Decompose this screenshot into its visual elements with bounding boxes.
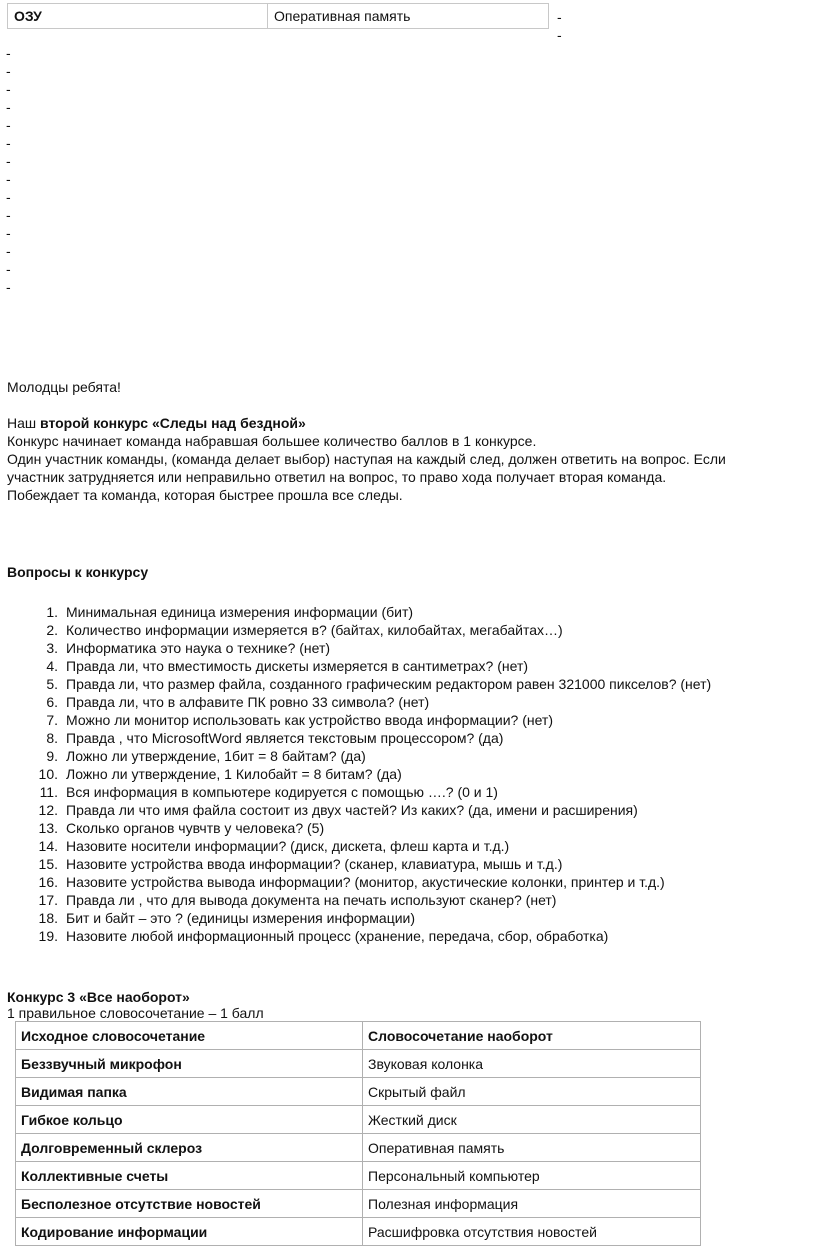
questions-heading-text: Вопросы к конкурсу (7, 564, 149, 580)
table-cell-term: ОЗУ (8, 4, 268, 29)
list-text: Правда ли, что в алфавите ПК ровно 33 символа? (нет) (66, 694, 430, 710)
table-cell-reverse: Полезная информация (363, 1190, 701, 1218)
list-text: Правда ли , что для вывода документа на печать используют сканер? (нет) (66, 892, 557, 908)
table-cell-reverse: Расшифровка отсутствия новостей (363, 1218, 701, 1246)
table-header-row (16, 1022, 701, 1050)
table-row (16, 1106, 701, 1134)
table-row (16, 1078, 701, 1106)
list-item (30, 693, 711, 711)
dash-mark: - (6, 207, 11, 223)
list-text: Ложно ли утверждение, 1 Килобайт = 8 битам? (да) (66, 766, 402, 782)
list-number: 3. (46, 640, 58, 656)
list-text: Назовите любой информационный процесс (хранение, передача, сбор, обработка) (66, 928, 609, 944)
list-item (30, 819, 711, 837)
table-cell-source: Коллективные счеты (16, 1162, 363, 1190)
list-item (30, 801, 711, 819)
table-cell-source: Долговременный склероз (16, 1134, 363, 1162)
praise-text: Молодцы ребята! (7, 379, 121, 395)
list-item (30, 855, 711, 873)
list-item (30, 675, 711, 693)
dash-mark: - (6, 153, 11, 169)
table-row (16, 1134, 701, 1162)
list-number: 17. (38, 892, 58, 908)
words-table (15, 1021, 701, 1246)
list-text: Ложно ли утверждение, 1бит = 8 байтам? (да) (66, 748, 366, 764)
list-number: 13. (38, 820, 58, 836)
list-number: 15. (38, 856, 58, 872)
list-number: 10. (38, 766, 58, 782)
list-text: Можно ли монитор использовать как устройство ввода информации? (нет) (66, 712, 553, 728)
table-row (16, 1050, 701, 1078)
list-number: 8. (46, 730, 58, 746)
list-number: 11. (39, 784, 58, 800)
dash-mark: - (557, 9, 562, 25)
list-text: Бит и байт – это ? (единицы измерения информации) (66, 910, 416, 926)
list-item (30, 711, 711, 729)
list-item (30, 621, 711, 639)
list-number: 4. (46, 658, 58, 674)
contest2-line: Один участник команды, (команда делает выбор) наступая на каждый след, должен ответить на вопрос. Если (7, 451, 726, 467)
list-item (30, 837, 711, 855)
list-item (30, 873, 711, 891)
contest3-note: 1 правильное словосочетание – 1 балл (7, 1005, 264, 1021)
table-cell-source: Беззвучный микрофон (16, 1050, 363, 1078)
contest3-title-text: Конкурс 3 «Все наоборот» (7, 989, 190, 1005)
list-number: 18. (38, 910, 58, 926)
list-item (30, 747, 711, 765)
table-cell-reverse: Звуковая колонка (363, 1050, 701, 1078)
list-text: Вся информация в компьютере кодируется с помощью ….? (0 и 1) (66, 784, 498, 800)
list-item (30, 657, 711, 675)
list-number: 12. (38, 802, 58, 818)
contest2-title: второй конкурс «Следы над бездной» (40, 415, 306, 431)
table-row (16, 1190, 701, 1218)
list-text: Количество информации измеряется в? (байтах, килобайтах, мегабайтах…) (66, 622, 563, 638)
table-cell-source: Видимая папка (16, 1078, 363, 1106)
list-number: 5. (46, 676, 58, 692)
list-number: 16. (38, 874, 58, 890)
list-text: Правда , что MicrosoftWord является текстовым процессором? (да) (66, 730, 504, 746)
dash-mark: - (6, 171, 11, 187)
dash-mark: - (6, 279, 11, 295)
list-number: 9. (46, 748, 58, 764)
table-cell-reverse: Персональный компьютер (363, 1162, 701, 1190)
list-item (30, 639, 711, 657)
table-cell-reverse: Жесткий диск (363, 1106, 701, 1134)
list-text: Правда ли, что вместимость дискеты измеряется в сантиметрах? (нет) (66, 658, 529, 674)
table-row (16, 1218, 701, 1246)
list-number: 6. (46, 694, 58, 710)
dash-mark: - (6, 63, 11, 79)
top-answer-table (7, 3, 549, 29)
table-row (8, 4, 549, 29)
contest2-line: Побеждает та команда, которая быстрее прошла все следы. (7, 487, 403, 503)
dash-mark: - (6, 135, 11, 151)
dash-mark: - (6, 45, 11, 61)
list-number: 19. (38, 928, 58, 944)
contest2-line: участник затрудняется или неправильно ответил на вопрос, то право хода получает вторая команда. (7, 469, 667, 485)
dash-mark: - (6, 189, 11, 205)
list-text: Правда ли, что размер файла, созданного графическим редактором равен 321000 пикселов? (нет) (66, 676, 712, 692)
table-cell-reverse: Скрытый файл (363, 1078, 701, 1106)
list-item (30, 603, 711, 621)
list-item (30, 729, 711, 747)
dash-mark: - (6, 261, 11, 277)
dash-mark: - (6, 243, 11, 259)
list-number: 7. (46, 712, 58, 728)
list-text: Назовите устройства вывода информации? (монитор, акустические колонки, принтер и т.д.) (66, 874, 665, 890)
list-text: Информатика это наука о технике? (нет) (66, 640, 331, 656)
dash-mark: - (6, 225, 11, 241)
list-text: Сколько органов чувчтв у человека? (5) (66, 820, 325, 836)
contest2-heading (7, 414, 807, 432)
list-item (30, 891, 711, 909)
list-number: 2. (46, 622, 58, 638)
list-number: 14. (38, 838, 58, 854)
header-cell-source: Исходное словосочетание (16, 1022, 363, 1050)
list-text: Правда ли что имя файла состоит из двух частей? Из каких? (да, имени и расширения) (66, 802, 638, 818)
table-cell-answer: Оперативная память (268, 4, 549, 29)
list-item (30, 783, 711, 801)
list-text: Минимальная единица измерения информации (бит) (66, 604, 414, 620)
table-cell-reverse: Оперативная память (363, 1134, 701, 1162)
dash-mark: - (6, 99, 11, 115)
list-item (30, 927, 711, 945)
list-text: Назовите устройства ввода информации? (сканер, клавиатура, мышь и т.д.) (66, 856, 563, 872)
table-cell-source: Гибкое кольцо (16, 1106, 363, 1134)
contest2-section (7, 414, 807, 504)
contest2-line: Конкурс начинает команда набравшая большее количество баллов в 1 конкурсе. (7, 433, 537, 449)
questions-list (30, 603, 711, 945)
table-row (16, 1162, 701, 1190)
table-cell-source: Бесполезное отсутствие новостей (16, 1190, 363, 1218)
questions-heading (7, 563, 807, 581)
table-cell-source: Кодирование информации (16, 1218, 363, 1246)
dash-mark: - (6, 81, 11, 97)
contest2-lead: Наш (7, 415, 41, 431)
header-cell-reverse: Словосочетание наоборот (363, 1022, 701, 1050)
list-item (30, 909, 711, 927)
dash-mark: - (6, 117, 11, 133)
list-item (30, 765, 711, 783)
dash-mark: - (557, 27, 562, 43)
list-text: Назовите носители информации? (диск, дискета, флеш карта и т.д.) (66, 838, 510, 854)
list-number: 1. (46, 604, 58, 620)
